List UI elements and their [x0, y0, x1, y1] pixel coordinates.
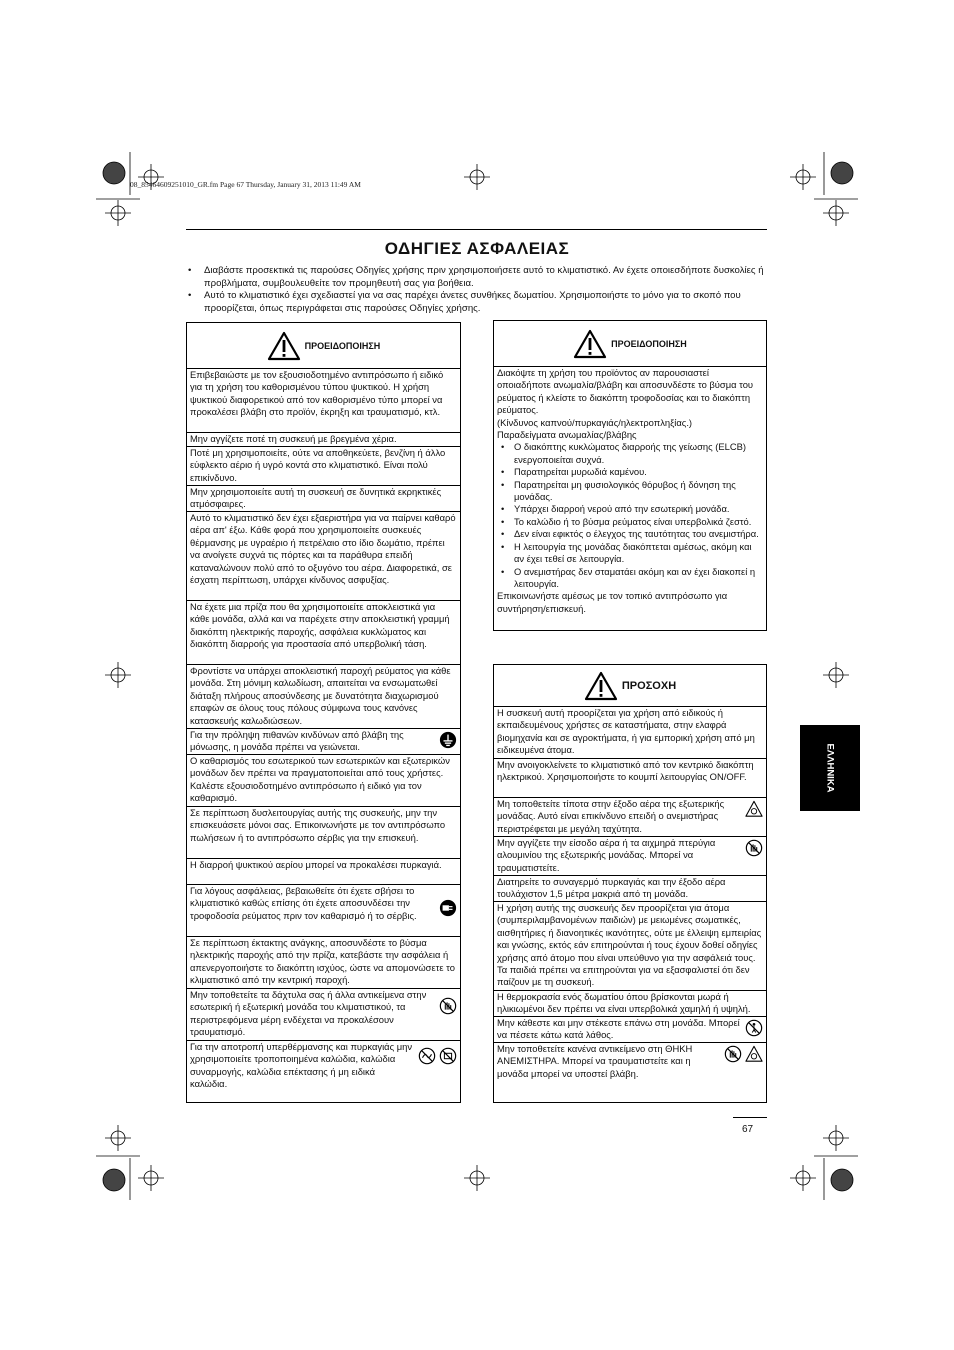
- caution-row: Μην τοποθετείτε κανένα αντικείμενο στη ΘΗΚΗ ΑΝΕΜΙΣΤΗΡΑ. Μπορεί να τραυματιστείτε και η μονάδα μπορεί να υποστεί βλάβη.: [494, 1043, 766, 1094]
- language-tab-label: ΕΛΛΗΝΙΚΑ: [824, 743, 836, 793]
- warning-row: Ο καθαρισμός του εσωτερικού των εσωτερικών και εξωτερικών μονάδων δεν πρέπει να πραγματοποιείται από τους χρήστες. Καλέστε εξουσιοδοτημένο αντιπρόσωπο ή ειδικό για τον καθαρισμό.: [187, 755, 460, 807]
- list-item: • Υπάρχει διαρροή νερού από την εσωτερική μονάδα.: [497, 503, 763, 515]
- abnormality-list: [497, 441, 763, 590]
- warning-body: [494, 367, 766, 615]
- list-item: • Παρατηρείται μη φυσιολογικός θόρυβος ή δόνηση της μονάδας.: [497, 479, 763, 504]
- warning-row: Μην χρησιμοποιείτε αυτή τη συσκευή σε δυνητικά εκρηκτικές ατμόσφαιρες.: [187, 486, 460, 512]
- warning-row: Μην τοποθετείτε τα δάχτυλα σας ή άλλα αντικείμενα στην εσωτερική ή εξωτερική μονάδα του κλιματιστικού, τα περιστρεφόμενα μέρη ενδέχεται να προκαλέσουν τραυματισμό.: [187, 989, 460, 1041]
- warning-row: Μην αγγίζετε ποτέ τη συσκευή με βρεγμένα χέρια.: [187, 433, 460, 447]
- fan-hazard-icon: [745, 1045, 763, 1063]
- warning-row: Για λόγους ασφάλειας, βεβαιωθείτε ότι έχετε σβήσει το κλιματιστικό καθώς επίσης ότι έχετε αποσυνδέσει την τροφοδοσία ρεύματος πριν τον καθαρισμό ή το σέρβις.: [187, 885, 460, 937]
- unplug-icon: [439, 899, 457, 917]
- warning-row: Η διαρροή ψυκτικού αερίου μπορεί να προκαλέσει πυρκαγιά.: [187, 859, 460, 885]
- warning-triangle-icon: [573, 329, 607, 359]
- no-modified-cable-icon: [418, 1047, 436, 1065]
- list-item: • Δεν είναι εφικτός ο έλεγχος της ταυτότητας του ανεμιστήρα.: [497, 528, 763, 540]
- caution-triangle-icon: [584, 671, 618, 701]
- caution-row: Διατηρείτε το συναγερμό πυρκαγιάς και την έξοδο αέρα τουλάχιστον 1,5 μέτρα μακριά από τη μονάδα.: [494, 876, 766, 902]
- warning-row: Για την πρόληψη πιθανών κινδύνων από βλάβη της μόνωσης, η μονάδα πρέπει να γειώνεται.: [187, 729, 460, 755]
- caution-header: [494, 665, 766, 707]
- caution-label: ΠΡΟΣΟΧΗ: [621, 679, 677, 692]
- warning-text: Διακόψτε τη χρήση του προϊόντος αν παρουσιαστεί οποιαδήποτε ανωμαλία/βλάβη και αποσυνδέστε το βύσμα του ρεύματος ή κλείστε το διακόπτη τροφοδοσίας και το διακόπτη ρεύματος.: [497, 367, 754, 416]
- no-extension-cable-icon: [439, 1047, 457, 1065]
- left-warning-box: [186, 322, 461, 1103]
- file-header: 08_85464609251010_GR.fm Page 67 Thursday, January 31, 2013 11:49 AM: [130, 180, 361, 189]
- caution-row: Η συσκευή αυτή προορίζεται για χρήση από ειδικούς ή εκπαιδευμένους χρήστες σε καταστήματα, στην ελαφρά βιομηχανία και σε αγροκτήματα, ή για εμπορική χρήση από μη ειδικευμένα άτομα.: [494, 707, 766, 759]
- list-item: • Παρατηρείται μυρωδιά καμένου.: [497, 466, 763, 478]
- no-objects-icon: [724, 1045, 742, 1063]
- warning-row: Σε περίπτωση δυσλειτουργίας αυτής της συσκευής, μην την επισκευάσετε μόνοι σας. Επικοινωνήστε με τον αντιπρόσωπο πωλήσεων ή το αντιπρόσωπο σέρβις για την επισκευή.: [187, 807, 460, 859]
- list-item: • Ο διακόπτης κυκλώματος διαρροής της γείωσης (ELCB) ενεργοποιείται συχνά.: [497, 441, 763, 466]
- caution-row: Μην ανοιγοκλείνετε το κλιματιστικό από τον κεντρικό διακόπτη ηλεκτρικού. Χρησιμοποιήστε το κουμπί λειτουργίας ON/OFF.: [494, 759, 766, 798]
- warning-row: Για την αποτροπή υπερθέρμανσης και πυρκαγιάς μην χρησιμοποιείτε τροποποιημένα καλώδια, καλώδια συναρμογής, καλώδια επέκτασης ή μη ειδικά καλώδια.: [187, 1041, 460, 1092]
- caution-row: Μην κάθεστε και μην στέκεστε επάνω στη μονάδα. Μπορεί να πέσετε κάτω κατά λάθος.: [494, 1017, 766, 1043]
- page-number-rule: [733, 1117, 767, 1118]
- warning-row: Να έχετε μια πρίζα που θα χρησιμοποιείτε αποκλειστικά για κάθε μονάδα, αλλά και να παρέχετε στην αποκλειστική γραμμή διακόπτη ηλεκτρικής παροχής, ασφάλεια κυκλώματος και διακόπτη διαρροής για προστασία από υπερβολική τάση.: [187, 601, 460, 665]
- warning-text: (Κίνδυνος καπνού/πυρκαγιάς/ηλεκτροπληξίας.): [497, 416, 693, 428]
- warning-row: Φροντίστε να υπάρχει αποκλειστική παροχή ρεύματος για κάθε μονάδα. Στη μόνιμη καλωδίωση, απαιτείται να ενσωματωθεί διάταξη πλήρους αποσύνδεσης με δυνατότητα διαχωρισμού επαφών σε όλους τους πόλους σύμφωνα τους κανόνες κατασκευής καλωδιώσεων.: [187, 665, 460, 729]
- list-item: • Ο ανεμιστήρας δεν σταματάει ακόμη και αν έχει διακοπεί η λειτουργία.: [497, 566, 763, 591]
- intro-bullet: • Διαβάστε προσεκτικά τις παρούσες Οδηγίες χρήσης πριν χρησιμοποιήσετε αυτό το κλιματιστικό. Αν έχετε οποιεσδήποτε δυσκολίες ή προβλήματα, συμβουλευθείτε τον προμηθευτή σας για βοήθεια.: [186, 265, 766, 290]
- fan-hazard-icon: [745, 800, 763, 818]
- no-touch-icon: [745, 839, 763, 857]
- warning-row: Ποτέ μη χρησιμοποιείτε, ούτε να αποθηκεύετε, βενζίνη ή άλλο εύφλεκτο αέριο ή υγρό κοντά στο κλιματιστικό. Είναι πολύ επικίνδυνο.: [187, 447, 460, 486]
- warning-row: Σε περίπτωση έκτακτης ανάγκης, αποσυνδέστε το βύσμα ηλεκτρικής παροχής από την πρίζα, κατεβάστε την ασφάλεια ή απενεργοποιήστε το διακόπτη ισχύος, ώστε να απομονώσετε το κλιματιστικό από την κεντρική παροχή.: [187, 937, 460, 989]
- list-item: • Το καλώδιο ή το βύσμα ρεύματος είναι υπερβολικά ζεστό.: [497, 516, 763, 528]
- right-warning-box: [493, 320, 767, 631]
- caution-row: Η θερμοκρασία ενός δωματίου όπου βρίσκονται μωρά ή ηλικιωμένοι δεν πρέπει να είναι υπερβολικά χαμηλή ή υψηλή.: [494, 991, 766, 1017]
- page-title: ΟΔΗΓΙΕΣ ΑΣΦΑΛΕΙΑΣ: [384, 239, 570, 258]
- ground-icon: [439, 731, 457, 749]
- warning-row: Αυτό το κλιματιστικό δεν έχει εξαεριστήρα για να παίρνει καθαρό αέρα απ' έξω. Κάθε φορά που χρησιμοποιείτε συσκευές θέρμανσης με υγραέριο ή πετρέλαιο στο ίδιο δωμάτιο, πρέπει να ανοίγετε συχνά τις πόρτες και τα παράθυρα επειδή καταναλώνουν πολύ από το οξυγόνο του αέρα. Διαφορετικά, σε έσχατη περίπτωση, υπάρχει κίνδυνος ασφυξίας.: [187, 512, 460, 601]
- caution-row: Μη τοποθετείτε τίποτα στην έξοδο αέρα της εξωτερικής μονάδας. Αυτό είναι επικίνδυνο επειδή ο ανεμιστήρας περιστρέφεται με μεγάλη ταχύτητα.: [494, 798, 766, 837]
- caution-row: Η χρήση αυτής της συσκευής δεν προορίζεται για άτομα (συμπεριλαμβανομένων παιδιών) με μειωμένες σωματικές, αισθητήριες ή διανοητικές ικανότητες, ούτε με έλλειψη εμπειρίας και γνώσης, εκτός εάν επιτηρούνται ή τους έχουν δοθεί οδηγίες χρήσης από άτομο που είναι υπεύθυνο για την ασφάλειά τους. Τα παιδιά πρέπει να επιτηρούνται για να εξασφαλιστεί ότι δεν παίζουν με τη συσκευή.: [494, 902, 766, 991]
- warning-label: ΠΡΟΕΙΔΟΠΟΙΗΣΗ: [304, 340, 381, 351]
- warning-triangle-icon: [267, 331, 301, 361]
- caution-row: Μην αγγίζετε την είσοδο αέρα ή τα αιχμηρά πτερύγια αλουμινίου της εξωτερικής μονάδας. Μπορεί να τραυματιστείτε.: [494, 837, 766, 876]
- warning-row: Επιβεβαιώστε με τον εξουσιοδοτημένο αντιπρόσωπο ή ειδικό για τη χρήση του καθορισμένου τύπου ψυκτικού. Η χρήση ψυκτικού διαφορετικού από τον καθορισμένο τύπο μπορεί να προκαλέσει βλάβη στο προϊόν, έκρηξη και τραυματισμό, κτλ.: [187, 369, 460, 433]
- warning-label: ΠΡΟΕΙΔΟΠΟΙΗΣΗ: [611, 338, 687, 349]
- page-number: 67: [742, 1124, 754, 1135]
- intro-bullet: • Αυτό το κλιματιστικό έχει σχεδιαστεί για να σας παρέχει άνετες συνθήκες δωματίου. Χρησιμοποιήστε το μόνο για το σκοπό που προορίζεται, όπως περιγράφεται στις παρούσες Οδηγίες χρήσης.: [186, 290, 766, 315]
- top-rule: [186, 229, 767, 230]
- right-caution-box: [493, 664, 767, 1103]
- language-tab: [800, 725, 860, 811]
- warning-text: Επικοινωνήστε αμέσως με τον τοπικό αντιπρόσωπο για συντήρηση/επισκευή.: [497, 590, 728, 614]
- list-item: • Η λειτουργία της μονάδας διακόπτεται αμέσως, ακόμη και αν έχει τεθεί σε λειτουργία.: [497, 541, 763, 566]
- warning-header: [494, 321, 766, 367]
- intro: [186, 265, 766, 315]
- no-stand-icon: [745, 1019, 763, 1037]
- warning-header: [187, 323, 460, 369]
- no-fingers-icon: [439, 997, 457, 1015]
- warning-text: Παραδείγματα ανωμαλίας/βλάβης: [497, 429, 637, 441]
